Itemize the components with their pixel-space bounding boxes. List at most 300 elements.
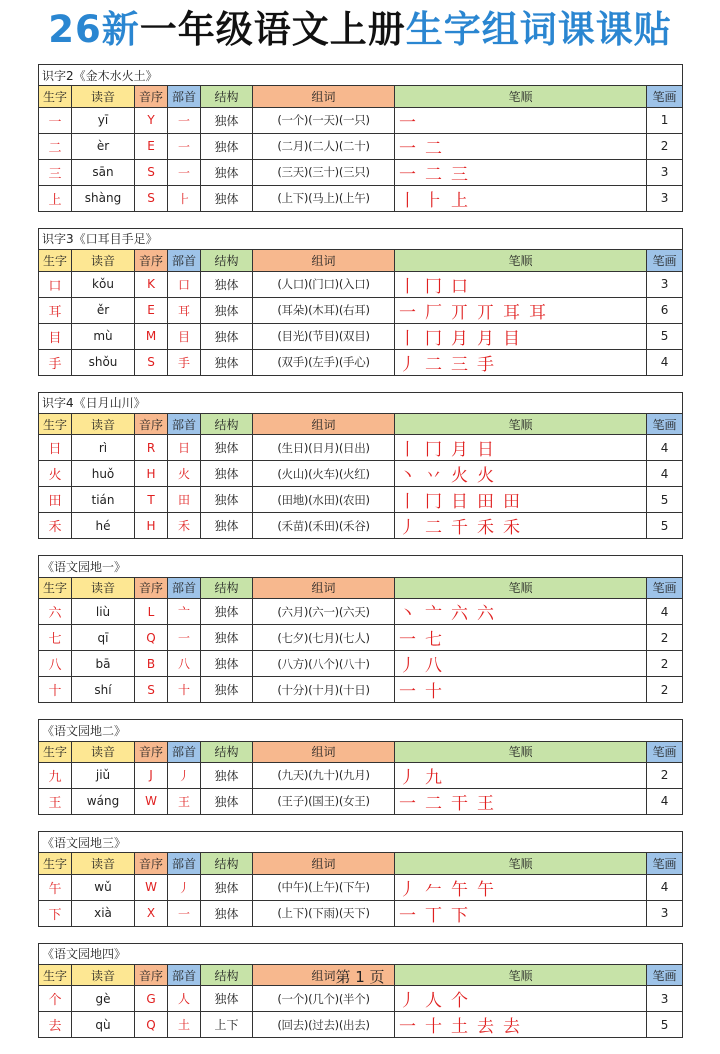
header-radical: 部首 (168, 86, 201, 107)
cell-stroke-count: 3 (647, 900, 683, 926)
cell-character: 目 (39, 323, 72, 349)
page-number: 第 1 页 (335, 968, 385, 986)
cell-structure: 独体 (201, 159, 253, 185)
cell-words: (三天)(三十)(三只) (253, 159, 395, 185)
cell-words: (禾苗)(禾田)(禾谷) (253, 513, 395, 539)
stroke-step: 丌 (451, 302, 468, 323)
cell-letter: E (135, 133, 168, 159)
lesson-section (38, 831, 682, 927)
cell-radical: 亠 (168, 599, 201, 625)
cell-structure: 独体 (201, 625, 253, 651)
header-letter: 音序 (135, 577, 168, 598)
stroke-step: 禾 (503, 518, 520, 539)
stroke-step: 一 (399, 302, 416, 323)
stroke-step: 口 (451, 276, 468, 297)
lesson-section (38, 719, 682, 815)
stroke-step: 千 (451, 518, 468, 539)
cell-stroke-count: 2 (647, 677, 683, 703)
stroke-step: 丨 (399, 492, 416, 513)
header-letter: 音序 (135, 741, 168, 762)
cell-stroke-order (395, 788, 647, 814)
character-table (38, 228, 683, 376)
header-strokes: 笔顺 (395, 250, 647, 271)
cell-structure: 独体 (201, 271, 253, 297)
cell-character: 日 (39, 435, 72, 461)
stroke-step: 日 (451, 492, 468, 513)
cell-letter: Q (135, 1012, 168, 1038)
stroke-step: 二 (425, 793, 442, 814)
table-row (39, 349, 683, 375)
cell-words: (十分)(十月)(十日) (253, 677, 395, 703)
stroke-step: 六 (451, 604, 468, 625)
cell-letter: T (135, 487, 168, 513)
cell-character: 个 (39, 986, 72, 1012)
character-table (38, 831, 683, 927)
cell-stroke-count: 2 (647, 625, 683, 651)
lesson-section (38, 555, 682, 703)
cell-pinyin: bā (72, 651, 135, 677)
stroke-step: 土 (451, 1017, 468, 1038)
cell-structure: 独体 (201, 762, 253, 788)
header-row (39, 86, 683, 107)
lesson-caption: 识字2《金木水火土》 (39, 65, 683, 86)
lesson-caption: 《语文园地四》 (39, 943, 683, 964)
cell-pinyin: shǒu (72, 349, 135, 375)
cell-stroke-order (395, 107, 647, 133)
header-char: 生字 (39, 965, 72, 986)
header-strokes: 笔顺 (395, 577, 647, 598)
cell-character: 上 (39, 185, 72, 211)
table-row (39, 159, 683, 185)
stroke-step: 干 (451, 793, 468, 814)
cell-letter: R (135, 435, 168, 461)
table-row (39, 1012, 683, 1038)
header-pinyin: 读音 (72, 741, 135, 762)
cell-stroke-count: 2 (647, 762, 683, 788)
stroke-step: 丌 (477, 302, 494, 323)
character-table (38, 719, 683, 815)
stroke-step: 丷 (425, 466, 442, 487)
cell-character: 十 (39, 677, 72, 703)
stroke-step: 一 (399, 164, 416, 185)
table-row (39, 461, 683, 487)
stroke-step: 丶 (399, 466, 416, 487)
cell-stroke-count: 5 (647, 487, 683, 513)
header-count: 笔画 (647, 853, 683, 874)
cell-stroke-order (395, 651, 647, 677)
cell-structure: 独体 (201, 599, 253, 625)
character-table (38, 64, 683, 212)
cell-words: (田地)(水田)(农田) (253, 487, 395, 513)
stroke-step: 二 (425, 164, 442, 185)
header-words: 组词 (253, 853, 395, 874)
stroke-step: 丨 (399, 276, 416, 297)
cell-letter: Q (135, 625, 168, 651)
table-row (39, 323, 683, 349)
cell-stroke-order (395, 297, 647, 323)
cell-letter: E (135, 297, 168, 323)
cell-pinyin: kǒu (72, 271, 135, 297)
cell-stroke-count: 3 (647, 271, 683, 297)
cell-words: (耳朵)(木耳)(右耳) (253, 297, 395, 323)
cell-stroke-order (395, 874, 647, 900)
header-count: 笔画 (647, 741, 683, 762)
header-char: 生字 (39, 413, 72, 434)
cell-structure: 独体 (201, 788, 253, 814)
cell-letter: J (135, 762, 168, 788)
header-radical: 部首 (168, 741, 201, 762)
stroke-step: 耳 (529, 302, 546, 323)
stroke-step: 十 (425, 1017, 442, 1038)
stroke-step: 三 (451, 164, 468, 185)
header-char: 生字 (39, 741, 72, 762)
cell-structure: 独体 (201, 133, 253, 159)
cell-character: 口 (39, 271, 72, 297)
cell-structure: 独体 (201, 651, 253, 677)
table-row (39, 185, 683, 211)
cell-letter: B (135, 651, 168, 677)
header-count: 笔画 (647, 250, 683, 271)
header-letter: 音序 (135, 853, 168, 874)
cell-words: (七夕)(七月)(七人) (253, 625, 395, 651)
cell-stroke-order (395, 133, 647, 159)
header-radical: 部首 (168, 250, 201, 271)
cell-character: 手 (39, 349, 72, 375)
stroke-step: 丶 (399, 604, 416, 625)
cell-stroke-count: 2 (647, 133, 683, 159)
cell-character: 田 (39, 487, 72, 513)
header-words: 组词 (253, 741, 395, 762)
cell-letter: Y (135, 107, 168, 133)
stroke-step: 丨 (399, 328, 416, 349)
cell-pinyin: qù (72, 1012, 135, 1038)
cell-character: 六 (39, 599, 72, 625)
stroke-step: 王 (477, 793, 494, 814)
stroke-step: 一 (399, 138, 416, 159)
header-pinyin: 读音 (72, 853, 135, 874)
table-row (39, 133, 683, 159)
cell-radical: 丿 (168, 874, 201, 900)
cell-words: (中午)(上午)(下午) (253, 874, 395, 900)
stroke-step: 厂 (425, 302, 442, 323)
stroke-step: 一 (399, 112, 416, 133)
table-row (39, 435, 683, 461)
table-row (39, 297, 683, 323)
cell-radical: 一 (168, 107, 201, 133)
cell-pinyin: gè (72, 986, 135, 1012)
cell-stroke-order (395, 349, 647, 375)
header-row (39, 413, 683, 434)
cell-stroke-order (395, 185, 647, 211)
stroke-step: 午 (477, 879, 494, 900)
stroke-step: 二 (425, 518, 442, 539)
cell-radical: 禾 (168, 513, 201, 539)
header-radical: 部首 (168, 965, 201, 986)
header-radical: 部首 (168, 853, 201, 874)
cell-stroke-count: 4 (647, 874, 683, 900)
stroke-step: 八 (425, 656, 442, 677)
header-pinyin: 读音 (72, 965, 135, 986)
cell-character: 九 (39, 762, 72, 788)
stroke-step: 目 (503, 328, 520, 349)
stroke-step: 冂 (425, 276, 442, 297)
cell-radical: 火 (168, 461, 201, 487)
cell-radical: 一 (168, 133, 201, 159)
stroke-step: 田 (477, 492, 494, 513)
header-radical: 部首 (168, 413, 201, 434)
cell-stroke-order (395, 513, 647, 539)
stroke-step: 三 (451, 354, 468, 375)
cell-stroke-count: 4 (647, 435, 683, 461)
stroke-step: 月 (451, 440, 468, 461)
cell-pinyin: qī (72, 625, 135, 651)
stroke-step: 二 (425, 354, 442, 375)
stroke-step: 个 (451, 991, 468, 1012)
header-pinyin: 读音 (72, 413, 135, 434)
cell-words: (一个)(一天)(一只) (253, 107, 395, 133)
stroke-step: 冂 (425, 440, 442, 461)
cell-structure: 独体 (201, 677, 253, 703)
header-structure: 结构 (201, 86, 253, 107)
cell-letter: W (135, 788, 168, 814)
cell-stroke-count: 4 (647, 788, 683, 814)
stroke-step: 丿 (399, 354, 416, 375)
cell-words: (六月)(六一)(六天) (253, 599, 395, 625)
header-row (39, 577, 683, 598)
header-row (39, 853, 683, 874)
cell-structure: 独体 (201, 513, 253, 539)
cell-character: 一 (39, 107, 72, 133)
cell-stroke-count: 4 (647, 599, 683, 625)
header-pinyin: 读音 (72, 86, 135, 107)
cell-structure: 独体 (201, 185, 253, 211)
table-row (39, 788, 683, 814)
stroke-step: 耳 (503, 302, 520, 323)
cell-pinyin: èr (72, 133, 135, 159)
stroke-step: 冂 (425, 328, 442, 349)
header-structure: 结构 (201, 413, 253, 434)
sections-container (38, 64, 682, 1054)
header-letter: 音序 (135, 250, 168, 271)
cell-stroke-order (395, 323, 647, 349)
cell-pinyin: rì (72, 435, 135, 461)
stroke-step: 一 (399, 630, 416, 651)
cell-radical: 耳 (168, 297, 201, 323)
stroke-step: 一 (399, 793, 416, 814)
cell-words: (九天)(九十)(九月) (253, 762, 395, 788)
stroke-step: 丨 (399, 190, 416, 211)
stroke-step: 火 (451, 466, 468, 487)
cell-letter: S (135, 349, 168, 375)
header-structure: 结构 (201, 853, 253, 874)
lesson-caption: 《语文园地一》 (39, 556, 683, 577)
cell-pinyin: yī (72, 107, 135, 133)
header-radical: 部首 (168, 577, 201, 598)
cell-radical: 一 (168, 159, 201, 185)
stroke-step: 一 (399, 1017, 416, 1038)
cell-radical: 人 (168, 986, 201, 1012)
header-letter: 音序 (135, 413, 168, 434)
stroke-step: 一 (399, 682, 416, 703)
cell-words: (人口)(门口)(入口) (253, 271, 395, 297)
cell-letter: S (135, 185, 168, 211)
cell-pinyin: huǒ (72, 461, 135, 487)
header-char: 生字 (39, 86, 72, 107)
header-char: 生字 (39, 853, 72, 874)
cell-stroke-order (395, 762, 647, 788)
stroke-step: 丿 (399, 879, 416, 900)
cell-words: (生日)(日月)(日出) (253, 435, 395, 461)
stroke-step: 禾 (477, 518, 494, 539)
header-structure: 结构 (201, 250, 253, 271)
table-row (39, 874, 683, 900)
cell-pinyin: wǔ (72, 874, 135, 900)
cell-character: 耳 (39, 297, 72, 323)
header-count: 笔画 (647, 86, 683, 107)
cell-structure: 独体 (201, 874, 253, 900)
header-row (39, 250, 683, 271)
header-char: 生字 (39, 250, 72, 271)
cell-radical: 八 (168, 651, 201, 677)
page-title (0, 6, 720, 54)
stroke-step: 月 (477, 328, 494, 349)
stroke-step: 火 (477, 466, 494, 487)
stroke-step: 丨 (399, 440, 416, 461)
cell-words: (火山)(火车)(火红) (253, 461, 395, 487)
cell-letter: S (135, 677, 168, 703)
title-part-subject: 一年级语文上册 (139, 8, 406, 51)
lesson-section (38, 943, 682, 1039)
header-strokes: 笔顺 (395, 965, 647, 986)
cell-words: (上下)(下雨)(天下) (253, 900, 395, 926)
stroke-step: ⺊ (425, 190, 442, 211)
stroke-step: 丿 (399, 767, 416, 788)
table-row (39, 625, 683, 651)
cell-words: (双手)(左手)(手心) (253, 349, 395, 375)
cell-letter: W (135, 874, 168, 900)
cell-radical: 一 (168, 900, 201, 926)
header-structure: 结构 (201, 577, 253, 598)
table-row (39, 513, 683, 539)
cell-character: 去 (39, 1012, 72, 1038)
cell-radical: 目 (168, 323, 201, 349)
cell-letter: M (135, 323, 168, 349)
cell-stroke-count: 5 (647, 513, 683, 539)
cell-stroke-count: 2 (647, 651, 683, 677)
cell-stroke-order (395, 599, 647, 625)
cell-structure: 独体 (201, 900, 253, 926)
stroke-step: 田 (503, 492, 520, 513)
cell-stroke-count: 3 (647, 159, 683, 185)
stroke-step: 下 (451, 905, 468, 926)
cell-words: (王子)(国王)(女王) (253, 788, 395, 814)
cell-character: 禾 (39, 513, 72, 539)
cell-words: (上下)(马上)(上午) (253, 185, 395, 211)
table-row (39, 677, 683, 703)
cell-pinyin: mù (72, 323, 135, 349)
cell-pinyin: shí (72, 677, 135, 703)
lesson-caption: 识字4《日月山川》 (39, 392, 683, 413)
cell-radical: 手 (168, 349, 201, 375)
cell-character: 三 (39, 159, 72, 185)
character-table (38, 555, 683, 703)
stroke-step: 去 (503, 1017, 520, 1038)
stroke-step: 月 (451, 328, 468, 349)
header-count: 笔画 (647, 965, 683, 986)
cell-letter: L (135, 599, 168, 625)
cell-character: 二 (39, 133, 72, 159)
cell-letter: K (135, 271, 168, 297)
cell-radical: 王 (168, 788, 201, 814)
stroke-step: 六 (477, 604, 494, 625)
header-strokes: 笔顺 (395, 413, 647, 434)
stroke-step: 午 (451, 879, 468, 900)
cell-character: 午 (39, 874, 72, 900)
stroke-step: 冂 (425, 492, 442, 513)
table-row (39, 599, 683, 625)
cell-letter: G (135, 986, 168, 1012)
cell-pinyin: xià (72, 900, 135, 926)
cell-stroke-order (395, 986, 647, 1012)
table-row (39, 271, 683, 297)
cell-stroke-count: 3 (647, 185, 683, 211)
cell-stroke-order (395, 487, 647, 513)
header-structure: 结构 (201, 741, 253, 762)
cell-words: (一个)(几个)(半个) (253, 986, 395, 1012)
lesson-section (38, 64, 682, 212)
table-row (39, 986, 683, 1012)
cell-words: (八方)(八个)(八十) (253, 651, 395, 677)
cell-character: 八 (39, 651, 72, 677)
cell-structure: 独体 (201, 487, 253, 513)
header-letter: 音序 (135, 86, 168, 107)
header-words: 组词 (253, 86, 395, 107)
lesson-caption: 《语文园地二》 (39, 720, 683, 741)
cell-structure: 独体 (201, 461, 253, 487)
cell-structure: 独体 (201, 297, 253, 323)
header-words: 组词 (253, 577, 395, 598)
lesson-section (38, 392, 682, 540)
cell-character: 火 (39, 461, 72, 487)
cell-structure: 独体 (201, 435, 253, 461)
cell-stroke-count: 4 (647, 461, 683, 487)
table-row (39, 762, 683, 788)
cell-words: (目光)(节目)(双目) (253, 323, 395, 349)
stroke-step: 亠 (425, 604, 442, 625)
cell-character: 七 (39, 625, 72, 651)
stroke-step: 丿 (399, 991, 416, 1012)
cell-stroke-count: 1 (647, 107, 683, 133)
cell-pinyin: hé (72, 513, 135, 539)
cell-pinyin: jiǔ (72, 762, 135, 788)
stroke-step: 十 (425, 682, 442, 703)
cell-letter: S (135, 159, 168, 185)
stroke-step: 日 (477, 440, 494, 461)
title-part-grade: 26新 (48, 8, 140, 51)
cell-stroke-order (395, 435, 647, 461)
cell-pinyin: wáng (72, 788, 135, 814)
header-structure: 结构 (201, 965, 253, 986)
lesson-section (38, 228, 682, 376)
cell-stroke-order (395, 159, 647, 185)
cell-structure: 独体 (201, 323, 253, 349)
cell-radical: 土 (168, 1012, 201, 1038)
stroke-step: 丿 (399, 656, 416, 677)
title-part-topic: 生字组词课课贴 (405, 8, 672, 51)
header-letter: 音序 (135, 965, 168, 986)
header-words: 组词 (253, 413, 395, 434)
cell-structure: 上下 (201, 1012, 253, 1038)
